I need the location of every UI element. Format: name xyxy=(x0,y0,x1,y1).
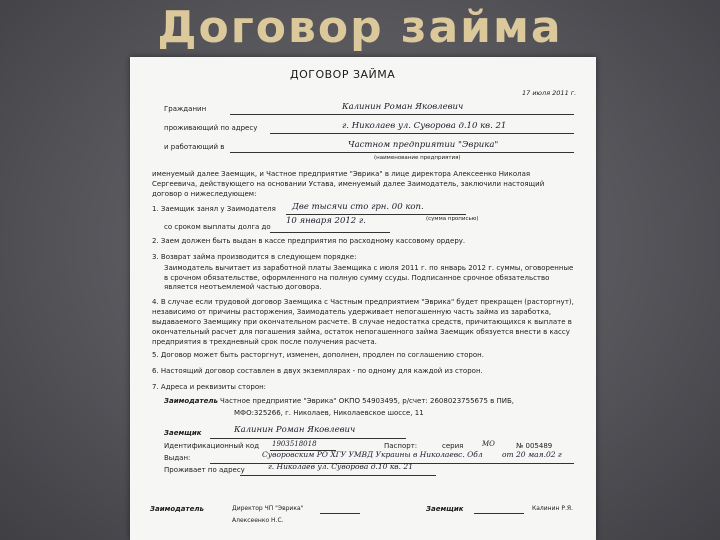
residence-underline xyxy=(270,133,574,134)
clause-1-amount: Две тысячи сто грн. 00 коп. xyxy=(292,202,424,212)
sign-borrower-label: Заемщик xyxy=(426,505,464,513)
citizen-name: Калинин Роман Яковлевич xyxy=(342,102,464,112)
series-label: серия xyxy=(442,442,464,450)
address-underline xyxy=(240,475,436,476)
id-label: Идентификационный код xyxy=(164,442,260,450)
clause-6-text: 6. Настоящий договор составлен в двух экземплярах - по одному для каждой из сторон. xyxy=(152,367,483,375)
lender-line-1: Частное предприятие "Эврика" ОКПО 54903495, р/счет: 2608023755675 в ПИБ, xyxy=(220,397,515,405)
work-hint: (наименование предприятия) xyxy=(374,155,461,161)
sign-borrower-name: Калинин Р.Я. xyxy=(532,505,573,512)
citizen-underline xyxy=(230,114,574,115)
issued-value: Суворовским РО ХГУ УМВД Украины в Николаевс. Обл xyxy=(262,450,483,459)
sign-lender-role: Директор ЧП "Эврика" xyxy=(232,505,304,512)
clause-1-text: 1. Заемщик занял у Заимодателя xyxy=(152,205,276,213)
document-heading: ДОГОВОР ЗАЙМА xyxy=(290,68,396,81)
clause-7-text: 7. Адреса и реквизиты сторон: xyxy=(152,383,267,391)
address-value: г. Николаев ул. Суворова д.10 кв. 21 xyxy=(268,462,413,471)
clause-2-text: 2. Заем должен быть выдан в кассе предприятия по расходному кассовому ордеру. xyxy=(152,237,466,245)
passport-number: № 005489 xyxy=(516,442,553,450)
work-label: и работающий в xyxy=(164,143,225,151)
clause-3-detail: Заимодатель вычитает из заработной платы Заемщика с июля 2011 г. по январь 2012 г. суммы, оговоренные в срочном обязательстве, оформленного на полную сумму ссуды. Подписанное срочное обязательство является неотъемлемой частью договора. xyxy=(164,264,574,291)
clause-1-term-underline xyxy=(270,232,390,233)
residence-value: г. Николаев ул. Суворова д.10 кв. 21 xyxy=(342,121,507,131)
clause-1-term-value: 10 января 2012 г. xyxy=(286,216,366,226)
lender-line-2: МФО:325266, г. Николаев, Николаевское шоссе, 11 xyxy=(234,409,424,417)
residence-label: проживающий по адресу xyxy=(164,124,258,132)
work-value: Частном предприятии "Эврика" xyxy=(348,140,499,150)
issued-date: от 20 мая.02 г xyxy=(502,450,562,459)
clause-4-text: 4. В случае если трудовой договор Заемщика с Частным предприятием "Эврика" будет прекращен (расторгнут), независимо от причины расторжения, Заимодатель удерживает непогашенную часть займа из заработка, выдаваемого Заемщику при окончательном расчете. В случае недостатка средств, причитающихся к выплате в окончательный расчет для погашения займа, остаток непогашенного займа Заемщик обязуется внести в кассу предприятия в трехдневный срок после получения расчета. xyxy=(152,298,574,346)
intro-text: именуемый далее Заемщик, и Частное предприятие "Эврика" в лице директора Алексеенко Николая Сергеевича, действующего на основании Устава, именуемый далее Заимодатель, заключили настоящий договор о нижеследующем: xyxy=(152,170,545,198)
document-date: 17 июля 2011 г. xyxy=(522,89,577,97)
slide-title: Договор займа xyxy=(157,2,563,53)
sign-lender-label: Заимодатель xyxy=(150,505,204,513)
clause-1-term-label: со сроком выплаты долга до xyxy=(164,223,271,231)
sign-borrower-underline xyxy=(474,513,524,514)
address-label: Проживает по адресу xyxy=(164,466,245,474)
sign-lender-underline xyxy=(320,513,360,514)
clause-5-text: 5. Договор может быть расторгнут, изменен, дополнен, продлен по соглашению сторон. xyxy=(152,351,484,359)
series-value: МО xyxy=(482,440,495,448)
sign-lender-name: Алексеенко Н.С. xyxy=(232,517,284,524)
issued-label: Выдан: xyxy=(164,454,191,462)
borrower-name: Калинин Роман Яковлевич xyxy=(234,425,356,435)
borrower-label: Заемщик xyxy=(164,429,202,437)
citizen-label: Гражданин xyxy=(164,105,207,113)
passport-label: Паспорт: xyxy=(384,442,418,450)
id-value: 1903518018 xyxy=(272,440,317,448)
borrower-name-underline xyxy=(210,438,406,439)
loan-agreement-document xyxy=(130,57,596,540)
clause-1-hint: (сумма прописью) xyxy=(426,216,479,222)
clause-3-text: 3. Возврат займа производится в следующем порядке: xyxy=(152,253,357,261)
work-underline xyxy=(230,152,574,153)
lender-label: Заимодатель xyxy=(164,397,218,405)
